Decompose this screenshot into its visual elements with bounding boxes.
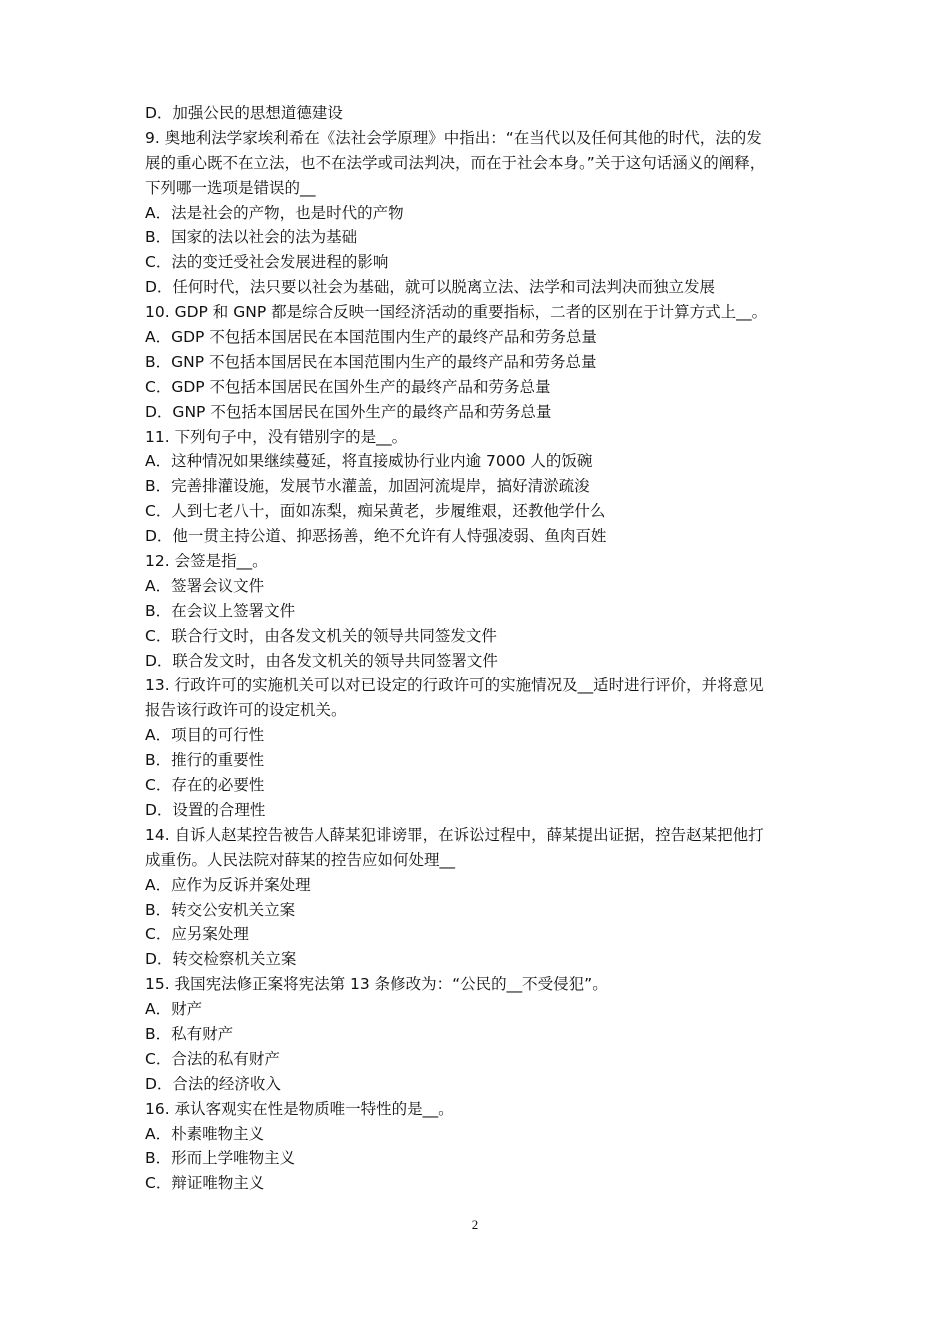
text-line: B．国家的法以社会的法为基础	[145, 228, 358, 247]
text-line: D．GNP 不包括本国居民在国外生产的最终产品和劳务总量	[145, 402, 552, 421]
text-line: C．法的变迁受社会发展进程的影响	[145, 253, 389, 272]
text-line: D．他一贯主持公道、抑恶扬善，绝不允许有人恃强凌弱、鱼肉百姓	[145, 527, 607, 546]
text-line: 11. 下列句子中，没有错别字的是__。	[145, 427, 408, 446]
text-line: 14. 自诉人赵某控告被告人薛某犯诽谤罪，在诉讼过程中，薛某提出证据，控告赵某把他打	[145, 825, 764, 844]
text-line: A．法是社会的产物，也是时代的产物	[145, 203, 404, 222]
text-line: A．应作为反诉并案处理	[145, 875, 311, 894]
text-line: B．形而上学唯物主义	[145, 1149, 296, 1168]
text-line: A．朴素唯物主义	[145, 1124, 265, 1143]
text-line: D．任何时代，法只要以社会为基础，就可以脱离立法、法学和司法判决而独立发展	[145, 278, 715, 297]
text-line: A．签署会议文件	[145, 576, 265, 595]
text-line: A．这种情况如果继续蔓延，将直接威协行业内逾 7000 人的饭碗	[145, 452, 593, 471]
text-line: 16. 承认客观实在性是物质唯一特性的是__。	[145, 1099, 454, 1118]
text-line: B．私有财产	[145, 1024, 234, 1043]
text-line: C．联合行文时，由各发文机关的领导共同签发文件	[145, 626, 497, 645]
text-line: D．设置的合理性	[145, 800, 266, 819]
text-line: 展的重心既不在立法，也不在法学或司法判决，而在于社会本身。”关于这句话涵义的阐释，	[145, 153, 766, 172]
text-line: B．完善排灌设施，发展节水灌盖，加固河流堤岸，搞好清淤疏浚	[145, 477, 590, 496]
text-line: D．联合发文时，由各发文机关的领导共同签署文件	[145, 651, 498, 670]
text-line: D．转交检察机关立案	[145, 950, 297, 969]
text-line: B．转交公安机关立案	[145, 900, 296, 919]
text-line: 下列哪一选项是错误的__	[145, 178, 316, 197]
text-line: 报告该行政许可的设定机关。	[145, 701, 347, 720]
text-line: 15. 我国宪法修正案将宪法第 13 条修改为：“公民的__不受侵犯”。	[145, 975, 608, 994]
text-line: 12. 会签是指__。	[145, 552, 268, 571]
text-line: 10. GDP 和 GNP 都是综合反映一国经济活动的重要指标，二者的区别在于计算方式上__。	[145, 303, 768, 322]
text-line: A．财产	[145, 1000, 203, 1019]
text-line: C．存在的必要性	[145, 776, 265, 795]
text-line: 成重伤。人民法院对薛某的控告应如何处理__	[145, 850, 456, 869]
text-line: C．应另案处理	[145, 925, 249, 944]
page-content	[145, 101, 817, 1196]
text-line: C．辩证唯物主义	[145, 1174, 265, 1193]
text-line: A．项目的可行性	[145, 726, 265, 745]
text-line: D．加强公民的思想道德建设	[145, 104, 343, 122]
text-line: C．合法的私有财产	[145, 1049, 280, 1068]
text-line: A．GDP 不包括本国居民在本国范围内生产的最终产品和劳务总量	[145, 328, 597, 347]
text-line: B．在会议上签署文件	[145, 601, 296, 620]
page-number: 2	[471, 1217, 479, 1232]
text-line: C．人到七老八十，面如冻梨，痴呆黄老，步履维艰，还教他学什么	[145, 502, 606, 521]
text-line: B．推行的重要性	[145, 751, 265, 770]
text-line: 9. 奥地利法学家埃利希在《法社会学原理》中指出：“在当代以及任何其他的时代，法的发	[145, 128, 762, 147]
text-line: 13. 行政许可的实施机关可以对已设定的行政许可的实施情况及__适时进行评价，并将意见	[145, 676, 764, 695]
text-line: D．合法的经济收入	[145, 1074, 281, 1093]
text-line: C．GDP 不包括本国居民在国外生产的最终产品和劳务总量	[145, 377, 551, 396]
text-line: B．GNP 不包括本国居民在本国范围内生产的最终产品和劳务总量	[145, 352, 597, 371]
